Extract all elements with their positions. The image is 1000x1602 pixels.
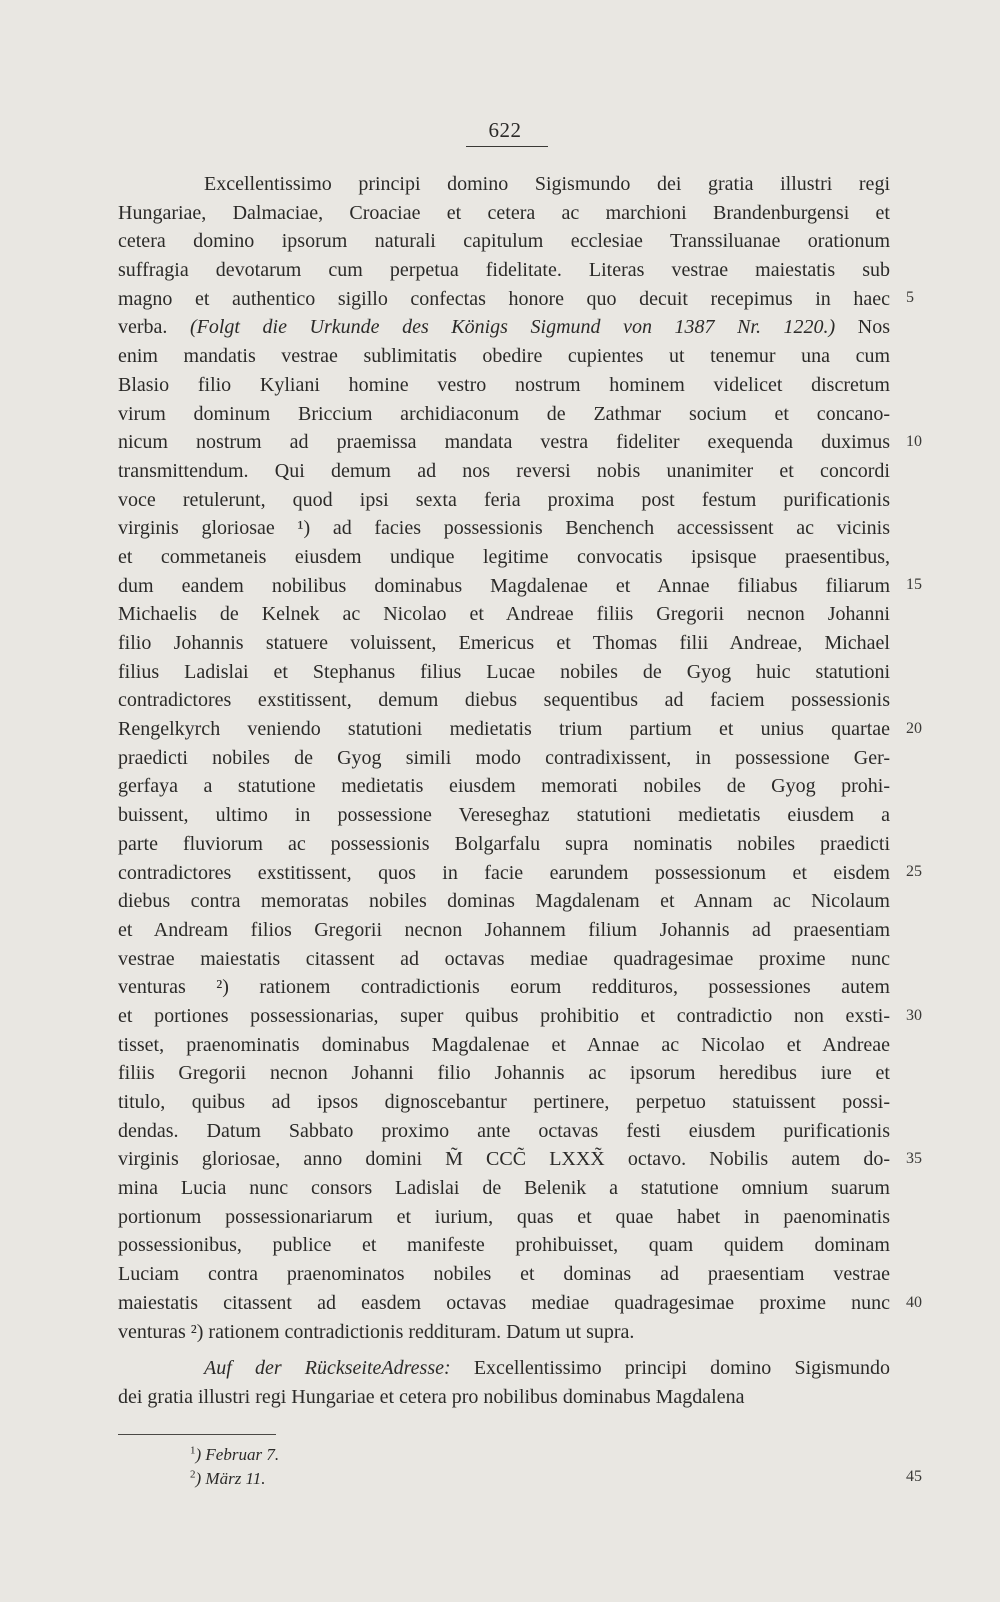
footnote-2 bbox=[190, 1467, 279, 1491]
text-line: Excellentissimo principi domino Sigismundo dei gratia illustri regi bbox=[204, 173, 890, 195]
text-line: venturas ²) rationem contradictionis eorum reddituros, possessiones autem bbox=[118, 976, 890, 999]
text-line: parte fluviorum ac possessionis Bolgarfalu supra nominatis nobiles praedicti bbox=[118, 832, 890, 855]
footnote-mark: 2 bbox=[190, 1468, 196, 1481]
page-number-underline bbox=[466, 146, 548, 147]
verso-label: Auf der RückseiteAdresse: bbox=[204, 1357, 451, 1380]
line-number-10: 10 bbox=[906, 433, 922, 450]
text-line: gerfaya a statutione medietatis eiusdem memorati nobiles de Gyog prohi- bbox=[118, 775, 890, 798]
text-line: Rengelkyrch veniendo statutioni medietatis trium partium et unius quartae bbox=[118, 718, 890, 741]
text-line: titulo, quibus ad ipsos dignoscebantur pertinere, perpetuo statuissent possi- bbox=[118, 1091, 890, 1113]
text-line: filius Ladislai et Stephanus filius Lucae nobiles de Gyog huic statutioni bbox=[118, 660, 890, 683]
page-number: 622 bbox=[488, 118, 522, 142]
text-line: filio Johannis statuere voluissent, Emericus et Thomas filii Andreae, Michael bbox=[118, 632, 890, 654]
text-line: buissent, ultimo in possessione Vereseghaz statutioni medietatis eiusdem a bbox=[118, 804, 890, 827]
text-line: voce retulerunt, quod ipsi sexta feria proxima post festum purificationis bbox=[118, 488, 890, 511]
text-line: transmittendum. Qui demum ad nos reversi nobis unanimiter et concordi bbox=[118, 459, 890, 482]
line-number-25: 25 bbox=[906, 863, 922, 880]
text-line: Hungariae, Dalmaciae, Croaciae et cetera ac marchioni Brandenburgensi et bbox=[118, 201, 890, 224]
footnote-mark: 1 bbox=[190, 1444, 196, 1457]
text-line: nicum nostrum ad praemissa mandata vestra fideliter exequenda duximus bbox=[118, 431, 890, 454]
footnotes bbox=[190, 1443, 279, 1491]
verso-text: Excellentissimo principi domino Sigismundo bbox=[473, 1357, 891, 1380]
text-line: verba. (Folgt die Urkunde des Königs Sigmund von 1387 Nr. 1220.) Nos bbox=[118, 316, 891, 339]
text-line: virginis gloriosae ¹) ad facies possessionis Benchench accessissent ac vicinis bbox=[118, 517, 890, 540]
text-line: contradictores exstitissent, demum diebus sequentibus ad faciem possessionis bbox=[118, 689, 890, 712]
text-line: magno et authentico sigillo confectas honore quo decuit recepimus in haec bbox=[118, 287, 890, 310]
line-number-35: 35 bbox=[906, 1150, 922, 1167]
text-line: enim mandatis vestrae sublimitatis obedire cupientes ut tenemur una cum bbox=[118, 345, 890, 368]
line-number-45: 45 bbox=[906, 1468, 922, 1485]
text-line: praedicti nobiles de Gyog simili modo contradixissent, in possessione Ger- bbox=[118, 746, 890, 769]
text-line: et commetaneis eiusdem undique legitime convocatis ipsisque praesentibus, bbox=[118, 545, 890, 568]
verso-address-line bbox=[118, 1354, 890, 1383]
text-line: dum eandem nobilibus dominabus Magdalenae et Annae filiabus filiarum bbox=[118, 574, 890, 597]
editorial-insert: (Folgt die Urkunde des Königs Sigmund von 1387 Nr. 1220.) bbox=[189, 316, 836, 339]
line-number-20: 20 bbox=[906, 720, 922, 737]
footnote-text: ) Februar 7. bbox=[195, 1445, 280, 1464]
text-line: possessionibus, publice et manifeste prohibuisset, quam quidem dominam bbox=[118, 1234, 890, 1257]
text-line: et portiones possessionarias, super quibus prohibitio et contradictio non exsti- bbox=[118, 1004, 890, 1027]
footnote-text: ) März 11. bbox=[195, 1469, 266, 1488]
text-line: et Andream filios Gregorii necnon Johannem filium Johannis ad praesentiam bbox=[118, 918, 890, 941]
footnote-separator bbox=[118, 1434, 276, 1435]
text-line: cetera domino ipsorum naturali capitulum ecclesiae Transsiluanae orationum bbox=[118, 230, 890, 253]
verso-text-line: dei gratia illustri regi Hungariae et cetera pro nobilibus dominabus Magdalena bbox=[118, 1385, 745, 1408]
text-line: Blasio filio Kyliani homine vestro nostrum hominem videlicet discretum bbox=[118, 373, 890, 396]
line-number-40: 40 bbox=[906, 1294, 922, 1311]
text-line: mina Lucia nunc consors Ladislai de Belenik a statutione omnium suarum bbox=[118, 1177, 890, 1200]
text-line: venturas ²) rationem contradictionis reddituram. Datum ut supra. bbox=[118, 1320, 635, 1343]
text-line: virum dominum Briccium archidiaconum de Zathmar socium et concano- bbox=[118, 402, 890, 425]
line-number-15: 15 bbox=[906, 576, 922, 593]
text-line: virginis gloriosae, anno domini M̃ CCC̃ LXXX̃ octavo. Nobilis autem do- bbox=[118, 1148, 890, 1171]
footnote-1 bbox=[190, 1443, 279, 1467]
text-line: dendas. Datum Sabbato proximo ante octavas festi eiusdem purificationis bbox=[118, 1119, 890, 1142]
text-line: vestrae maiestatis citassent ad octavas mediae quadragesimae proxime nunc bbox=[118, 947, 890, 970]
text-line: tisset, praenominatis dominabus Magdalenae et Annae ac Nicolao et Andreae bbox=[118, 1033, 890, 1056]
text-line: portionum possessionariarum et iurium, quas et quae habet in paenominatis bbox=[118, 1205, 890, 1228]
text-line: Luciam contra praenominatos nobiles et dominas ad praesentiam vestrae bbox=[118, 1263, 890, 1286]
line-number-30: 30 bbox=[906, 1007, 922, 1024]
text-line: diebus contra memoratas nobiles dominas Magdalenam et Annam ac Nicolaum bbox=[118, 890, 890, 913]
text-line: filiis Gregorii necnon Johanni filio Johannis ac ipsorum heredibus iure et bbox=[118, 1062, 890, 1085]
text-line: contradictores exstitissent, quos in facie earundem possessionum et eisdem bbox=[118, 861, 890, 884]
line-number-5: 5 bbox=[906, 289, 914, 306]
text-line: suffragia devotarum cum perpetua fidelitate. Literas vestrae maiestatis sub bbox=[118, 259, 890, 282]
main-text bbox=[118, 170, 890, 1412]
text-line: maiestatis citassent ad easdem octavas mediae quadragesimae proxime nunc bbox=[118, 1291, 890, 1314]
text-line: Michaelis de Kelnek ac Nicolao et Andreae filiis Gregorii necnon Johanni bbox=[118, 603, 890, 626]
